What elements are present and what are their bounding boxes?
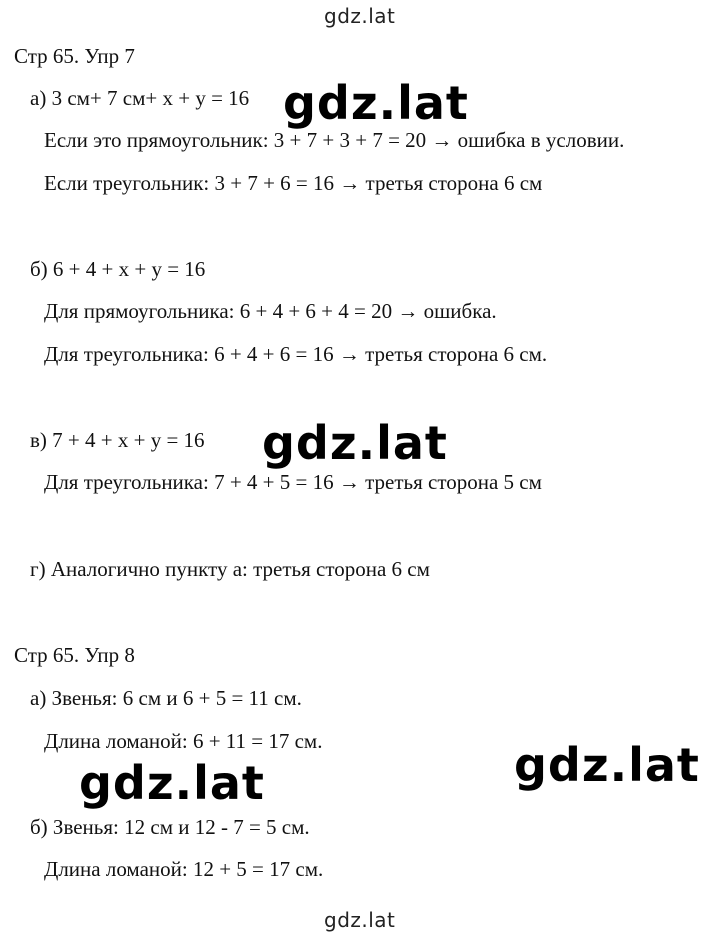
ex7-a-line2: Если треугольник: 3 + 7 + 6 = 16 → третья сторона 6 см <box>44 171 543 195</box>
ex8-a-title: а) Звенья: 6 см и 6 + 5 = 11 см. <box>30 686 302 710</box>
ex7-b-line2: Для треугольника: 6 + 4 + 6 = 16 → третья сторона 6 см. <box>44 342 548 366</box>
ex8-b-title: б) Звенья: 12 см и 12 - 7 = 5 см. <box>30 815 310 839</box>
ex8-b-line1: Длина ломаной: 12 + 5 = 17 см. <box>44 857 324 881</box>
watermark-big-4: gdz.lat <box>79 756 265 810</box>
watermark-bottom: gdz.lat <box>324 908 396 932</box>
ex7-v-line1: Для треугольника: 7 + 4 + 5 = 16 → третья сторона 5 см <box>44 470 542 494</box>
ex7-g-title: г) Аналогично пункту а: третья сторона 6 см <box>30 557 430 581</box>
exercise-7-heading: Стр 65. Упр 7 <box>14 44 135 68</box>
watermark-big-1: gdz.lat <box>283 76 469 130</box>
ex8-a-line1: Длина ломаной: 6 + 11 = 17 см. <box>44 729 323 753</box>
watermark-top: gdz.lat <box>324 4 396 28</box>
ex7-a-line1: Если это прямоугольник: 3 + 7 + 3 + 7 = 20 → ошибка в условии. <box>44 128 625 152</box>
ex7-b-line1: Для прямоугольника: 6 + 4 + 6 + 4 = 20 → ошибка. <box>44 299 497 323</box>
watermark-big-3: gdz.lat <box>514 738 700 792</box>
ex7-v-title: в) 7 + 4 + x + y = 16 <box>30 428 205 452</box>
ex7-a-title: а) 3 см+ 7 см+ x + y = 16 <box>30 86 250 110</box>
exercise-8-heading: Стр 65. Упр 8 <box>14 643 135 667</box>
watermark-big-2: gdz.lat <box>262 416 448 470</box>
ex7-b-title: б) 6 + 4 + x + y = 16 <box>30 257 206 281</box>
